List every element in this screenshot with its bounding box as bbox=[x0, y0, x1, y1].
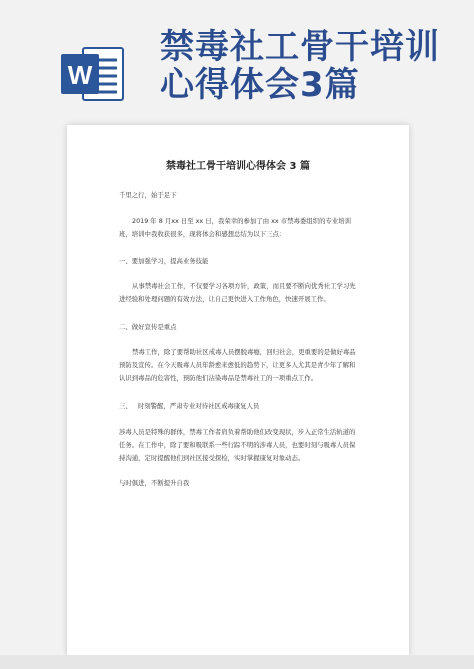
word-document-icon bbox=[57, 38, 129, 110]
section2-body: 禁毒工作，除了要帮助社区戒毒人员摆脱毒瘾，回归社会，更重要的是做好毒品预防及宣传。在今天吸毒人员年龄愈来愈低的趋势下，让更多人尤其是青少年了解和认识到毒品的危害性，预防他们沾染毒品是禁毒社工的一项重点工作。 bbox=[119, 348, 356, 382]
document-page bbox=[67, 125, 409, 655]
section1-heading: 一、要加强学习，提高业务技能 bbox=[119, 257, 209, 265]
banner bbox=[0, 0, 474, 125]
intro-paragraph: 2019 年 8 月xx 日至 xx 日，我荣幸的参加了由 xx 市禁毒委组织的专业培训班，培训中我收获很多，现将体会和感想总结为以下三点： bbox=[119, 217, 352, 238]
banner-title-line1: 禁毒社工骨干培训 bbox=[160, 27, 440, 67]
section2-heading: 二、做好宣传是重点 bbox=[119, 323, 177, 331]
document-title: 禁毒社工骨干培训心得体会 3 篇 bbox=[166, 161, 310, 172]
word-icon-letter: W bbox=[67, 60, 93, 90]
footer-strip bbox=[0, 655, 474, 669]
banner-title bbox=[160, 28, 460, 104]
banner-title-line2: 心得体会3篇 bbox=[160, 65, 360, 105]
section1-body: 从事禁毒社会工作，不仅要学习各项方针，政策，而且要不断向优秀社工学习先进经验和处理问题的有效方法，让自己更快进入工作角色，快速开展工作。 bbox=[119, 282, 356, 303]
salutation: 千里之行，始于足下 bbox=[119, 191, 177, 199]
section3-heading: 三、 时刻警醒，严肃专业对待社区戒毒康复人员 bbox=[119, 402, 260, 410]
section3-body: 涉毒人员是特殊的群体，禁毒工作者肩负着帮助他们改变现状，步入正常生活轨道的任务。在工作中，除了要和吸联系一些行踪不明的涉毒人员，也要时刻与吸毒人员保持沟通，定时提醒他们到社区接受探检，实时掌握康复对象动态。 bbox=[119, 428, 356, 462]
closing-line: 与时俱进，不断提升自我 bbox=[119, 479, 190, 487]
